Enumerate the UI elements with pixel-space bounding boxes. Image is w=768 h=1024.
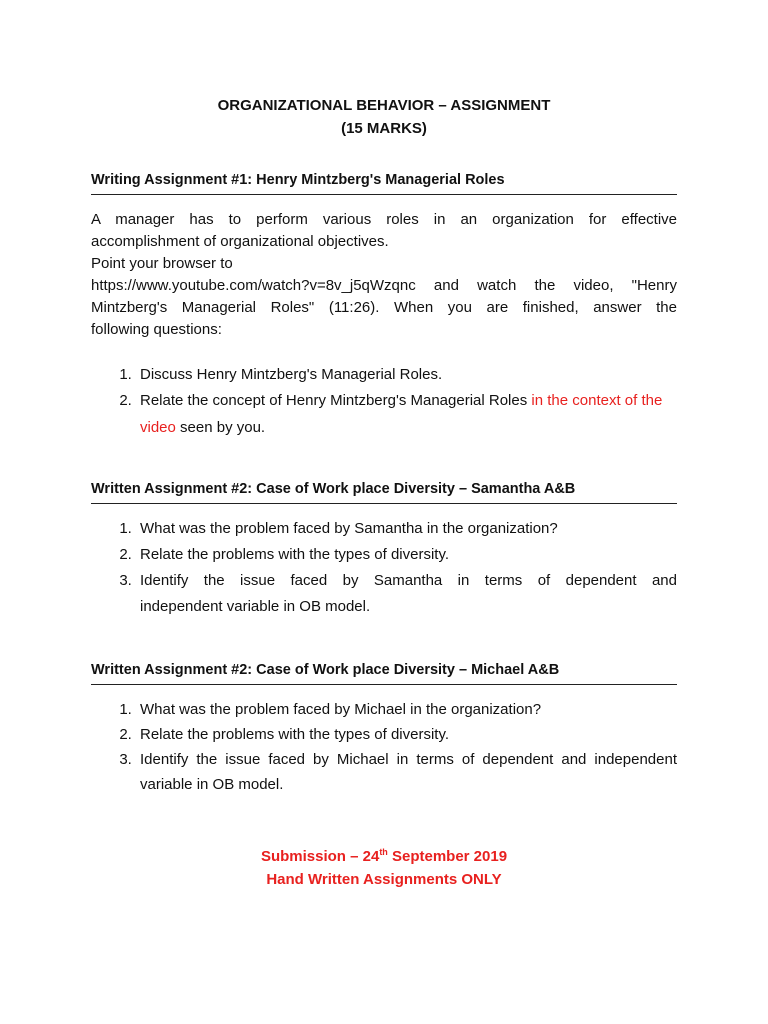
- question-text: 3. Identify the issue faced by Michael in terms of dependent and independent: [140, 751, 677, 768]
- intro-line-5: Mintzberg's Managerial Roles" (11:26). When you are finished, answer the: [91, 299, 677, 316]
- highlighted-text: in the context of: [531, 392, 638, 409]
- submission-prefix: Submission – 24: [260, 848, 380, 865]
- intro-line-2: accomplishment of organizational objectives.: [91, 233, 389, 250]
- section-2-question-2: [136, 542, 677, 568]
- section-1-intro: [91, 209, 677, 341]
- intro-line-3: Point your browser to: [91, 255, 233, 272]
- question-text: What was the problem faced by Samantha in the organization?: [140, 520, 558, 537]
- question-text: Discuss Henry Mintzberg's Managerial Roles.: [140, 366, 443, 383]
- question-text: Relate the problems with the types of diversity.: [140, 546, 450, 563]
- title-line-2: (15 MARKS): [341, 120, 427, 137]
- submission-date: [91, 845, 677, 868]
- assignment-page: [91, 94, 677, 891]
- section-3-question-1: [136, 697, 677, 722]
- section-3-question-2: [136, 722, 677, 747]
- submission-suffix: September 2019: [387, 848, 508, 865]
- section-2-question-3: [136, 568, 677, 620]
- question-text: seen by you.: [175, 419, 266, 436]
- section-3-questions: [91, 697, 677, 797]
- document-title: [91, 94, 677, 140]
- highlighted-text: the video: [140, 392, 663, 436]
- section-1-question-2: [136, 387, 677, 441]
- question-text: independent variable in OB model.: [140, 598, 371, 615]
- section-1-questions: [91, 363, 677, 441]
- handwritten-note: Hand Written Assignments ONLY: [266, 871, 502, 888]
- question-text: variable in OB model.: [140, 776, 284, 793]
- submission-note: [91, 845, 677, 891]
- title-line-1: ORGANIZATIONAL BEHAVIOR – ASSIGNMENT: [217, 97, 551, 114]
- intro-line-6: following questions:: [91, 321, 222, 338]
- section-3-heading: Written Assignment #2: Case of Work place Diversity – Michael A&B: [91, 660, 677, 685]
- intro-line-1: A manager has to perform various roles in an organization for effective: [91, 211, 677, 228]
- question-text: Relate the concept of Henry Mintzberg's Managerial Roles: [140, 392, 532, 409]
- question-text: What was the problem faced by Michael in the organization?: [140, 701, 542, 718]
- question-text: Relate the problems with the types of diversity.: [140, 726, 450, 743]
- section-3-question-3: [136, 747, 677, 797]
- section-2-heading: Written Assignment #2: Case of Work place Diversity – Samantha A&B: [91, 479, 677, 504]
- section-2-question-1: [136, 516, 677, 542]
- question-text: 3. Identify the issue faced by Samantha in terms of dependent and: [140, 572, 677, 589]
- section-1-question-1: [136, 363, 677, 387]
- intro-line-4: https://www.youtube.com/watch?v=8v_j5qWzqnc and watch the video, "Henry: [91, 277, 677, 294]
- section-1-heading: Writing Assignment #1: Henry Mintzberg's Managerial Roles: [91, 170, 677, 195]
- section-2-questions: [91, 516, 677, 620]
- ordinal-suffix: th: [379, 847, 388, 857]
